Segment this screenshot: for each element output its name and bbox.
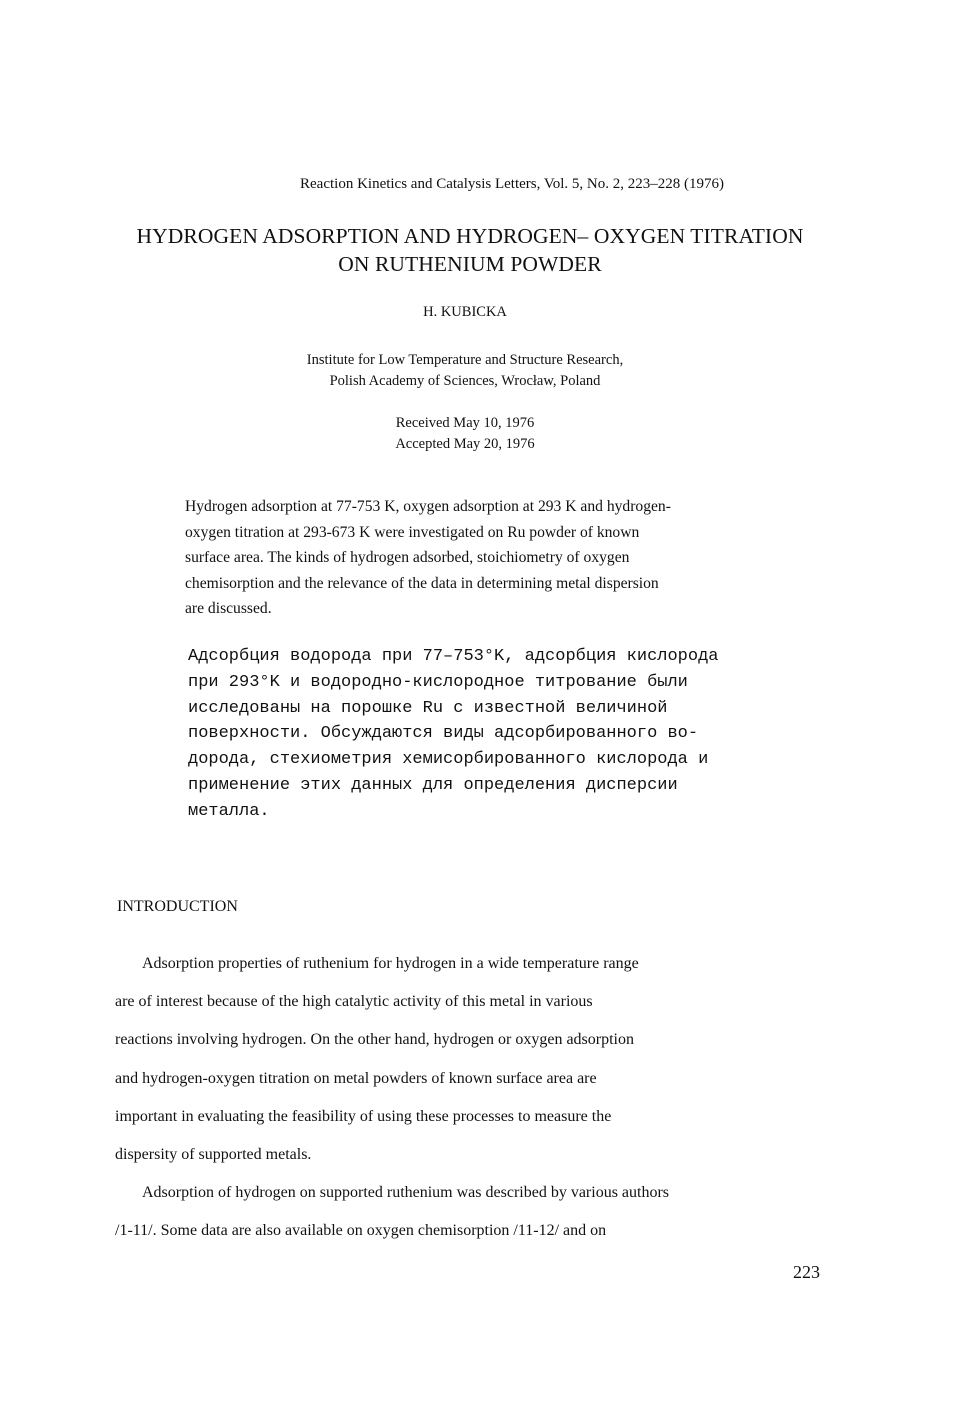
- body-line: reactions involving hydrogen. On the other hand, hydrogen or oxygen adsorption: [115, 1031, 634, 1049]
- body-line: Adsorption of hydrogen on supported ruthenium was described by various authors: [142, 1184, 670, 1202]
- abstract-line: исследованы на порошке Ru с известной величиной: [188, 698, 668, 718]
- abstract-line: поверхности. Обсуждаются виды адсорбированного во-: [188, 724, 699, 744]
- section-heading: INTRODUCTION: [117, 898, 238, 915]
- title-line: ON RUTHENIUM POWDER: [338, 252, 602, 276]
- author-name: H. KUBICKA: [423, 304, 507, 320]
- body-line: are of interest because of the high catalytic activity of this metal in various: [115, 993, 593, 1011]
- abstract-line: металла.: [188, 801, 270, 821]
- body-line: important in evaluating the feasibility of using these processes to measure the: [115, 1107, 612, 1125]
- abstract-line: oxygen titration at 293-673 K were investigated on Ru powder of known: [185, 523, 640, 541]
- body-line: and hydrogen-oxygen titration on metal powders of known surface area are: [115, 1069, 597, 1087]
- abstract-line: при 293°K и водородно-кислородное титрование были: [188, 672, 688, 692]
- accepted-date: Accepted May 20, 1976: [395, 436, 535, 452]
- abstract-russian: [188, 644, 848, 825]
- abstract-line: chemisorption and the relevance of the data in determining metal dispersion: [185, 574, 659, 592]
- body-line: Adsorption properties of ruthenium for hydrogen in a wide temperature range: [142, 955, 639, 972]
- introduction-body: [115, 945, 845, 1251]
- affiliation-line: Polish Academy of Sciences, Wrocław, Poland: [329, 373, 601, 389]
- journal-citation: Reaction Kinetics and Catalysis Letters, Vol. 5, No. 2, 223–228 (1976): [300, 176, 724, 192]
- abstract-line: surface area. The kinds of hydrogen adsorbed, stoichiometry of oxygen: [185, 549, 630, 566]
- received-date: Received May 10, 1976: [395, 415, 535, 431]
- abstract-line: дорода, стехиометрия хемисорбированного кислорода и: [188, 750, 709, 770]
- paper-title: [0, 222, 940, 278]
- page-number: 223: [793, 1262, 820, 1282]
- submission-dates: [0, 413, 930, 455]
- abstract-english: [185, 494, 850, 622]
- abstract-line: применение этих данных для определения дисперсии: [188, 775, 678, 795]
- affiliation: [0, 350, 930, 392]
- abstract-line: Адсорбция водорода при 77–753°K, адсорбция кислорода: [188, 647, 719, 666]
- affiliation-line: Institute for Low Temperature and Structure Research,: [306, 352, 624, 368]
- body-line: /1-11/. Some data are also available on oxygen chemisorption /11-12/ and on: [115, 1222, 607, 1240]
- title-line: HYDROGEN ADSORPTION AND HYDROGEN– OXYGEN TITRATION: [136, 224, 804, 248]
- abstract-line: are discussed.: [185, 600, 272, 617]
- body-line: dispersity of supported metals.: [115, 1146, 312, 1164]
- abstract-line: Hydrogen adsorption at 77-753 K, oxygen adsorption at 293 K and hydrogen-: [185, 498, 671, 515]
